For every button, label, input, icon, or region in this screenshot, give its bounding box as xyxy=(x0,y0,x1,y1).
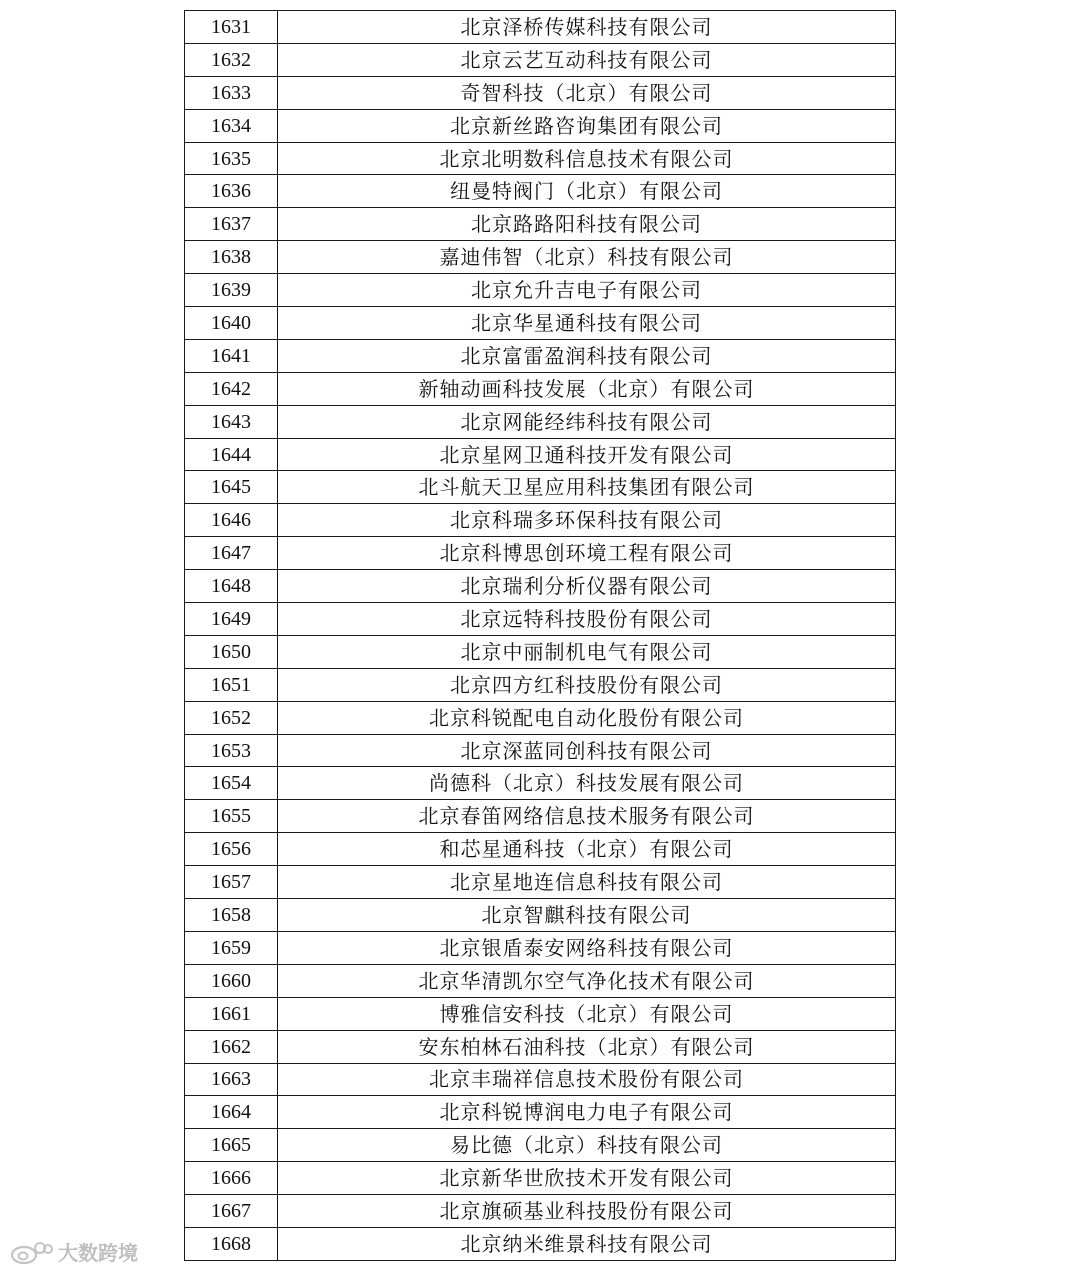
row-number-cell: 1650 xyxy=(185,635,278,668)
company-name-cell: 北京北明数科信息技术有限公司 xyxy=(278,142,896,175)
table-row xyxy=(185,1129,896,1162)
company-name-cell: 北京华清凯尔空气净化技术有限公司 xyxy=(278,964,896,997)
table-row xyxy=(185,997,896,1030)
table-row xyxy=(185,767,896,800)
table-body xyxy=(185,11,896,1261)
table-row xyxy=(185,570,896,603)
row-number-cell: 1633 xyxy=(185,76,278,109)
row-number-cell: 1644 xyxy=(185,438,278,471)
table-row xyxy=(185,1063,896,1096)
table-row xyxy=(185,405,896,438)
row-number-cell: 1651 xyxy=(185,668,278,701)
row-number-cell: 1647 xyxy=(185,537,278,570)
company-name-cell: 北京允升吉电子有限公司 xyxy=(278,274,896,307)
row-number-cell: 1654 xyxy=(185,767,278,800)
table-row xyxy=(185,11,896,44)
company-name-cell: 尚德科（北京）科技发展有限公司 xyxy=(278,767,896,800)
row-number-cell: 1640 xyxy=(185,307,278,340)
table-row xyxy=(185,603,896,636)
company-name-cell: 安东柏林石油科技（北京）有限公司 xyxy=(278,1030,896,1063)
table-row xyxy=(185,1096,896,1129)
table-row xyxy=(185,668,896,701)
company-name-cell: 北京旗硕基业科技股份有限公司 xyxy=(278,1195,896,1228)
row-number-cell: 1646 xyxy=(185,504,278,537)
row-number-cell: 1642 xyxy=(185,372,278,405)
table-row xyxy=(185,109,896,142)
row-number-cell: 1648 xyxy=(185,570,278,603)
row-number-cell: 1636 xyxy=(185,175,278,208)
row-number-cell: 1652 xyxy=(185,701,278,734)
table-row xyxy=(185,76,896,109)
row-number-cell: 1665 xyxy=(185,1129,278,1162)
row-number-cell: 1663 xyxy=(185,1063,278,1096)
table-row xyxy=(185,866,896,899)
row-number-cell: 1645 xyxy=(185,471,278,504)
company-name-cell: 新轴动画科技发展（北京）有限公司 xyxy=(278,372,896,405)
table-row xyxy=(185,833,896,866)
table-row xyxy=(185,274,896,307)
table-row xyxy=(185,964,896,997)
row-number-cell: 1643 xyxy=(185,405,278,438)
company-name-cell: 北京中丽制机电气有限公司 xyxy=(278,635,896,668)
table-row xyxy=(185,1030,896,1063)
watermark xyxy=(10,1237,138,1266)
row-number-cell: 1664 xyxy=(185,1096,278,1129)
row-number-cell: 1668 xyxy=(185,1227,278,1260)
weibo-logo-icon xyxy=(10,1239,54,1265)
company-name-cell: 北京科瑞多环保科技有限公司 xyxy=(278,504,896,537)
table-row xyxy=(185,537,896,570)
company-name-cell: 北京深蓝同创科技有限公司 xyxy=(278,734,896,767)
company-name-cell: 嘉迪伟智（北京）科技有限公司 xyxy=(278,241,896,274)
company-name-cell: 北京路路阳科技有限公司 xyxy=(278,208,896,241)
table-row xyxy=(185,931,896,964)
row-number-cell: 1661 xyxy=(185,997,278,1030)
row-number-cell: 1666 xyxy=(185,1162,278,1195)
company-name-cell: 北京科锐配电自动化股份有限公司 xyxy=(278,701,896,734)
row-number-cell: 1649 xyxy=(185,603,278,636)
company-name-cell: 北京科锐博润电力电子有限公司 xyxy=(278,1096,896,1129)
row-number-cell: 1653 xyxy=(185,734,278,767)
row-number-cell: 1641 xyxy=(185,339,278,372)
company-name-cell: 北京星地连信息科技有限公司 xyxy=(278,866,896,899)
company-name-cell: 北京科博思创环境工程有限公司 xyxy=(278,537,896,570)
row-number-cell: 1657 xyxy=(185,866,278,899)
row-number-cell: 1656 xyxy=(185,833,278,866)
company-name-cell: 纽曼特阀门（北京）有限公司 xyxy=(278,175,896,208)
table-row xyxy=(185,438,896,471)
table-row xyxy=(185,208,896,241)
table-row xyxy=(185,1162,896,1195)
table-row xyxy=(185,175,896,208)
table-row xyxy=(185,635,896,668)
row-number-cell: 1659 xyxy=(185,931,278,964)
row-number-cell: 1634 xyxy=(185,109,278,142)
row-number-cell: 1638 xyxy=(185,241,278,274)
row-number-cell: 1660 xyxy=(185,964,278,997)
company-name-cell: 北京春笛网络信息技术服务有限公司 xyxy=(278,800,896,833)
table-row xyxy=(185,1195,896,1228)
company-name-cell: 北京四方红科技股份有限公司 xyxy=(278,668,896,701)
table-row xyxy=(185,372,896,405)
company-name-cell: 博雅信安科技（北京）有限公司 xyxy=(278,997,896,1030)
company-name-cell: 北京远特科技股份有限公司 xyxy=(278,603,896,636)
row-number-cell: 1667 xyxy=(185,1195,278,1228)
company-name-cell: 北京星网卫通科技开发有限公司 xyxy=(278,438,896,471)
company-name-cell: 北京新华世欣技术开发有限公司 xyxy=(278,1162,896,1195)
table-row xyxy=(185,800,896,833)
table-row xyxy=(185,899,896,932)
row-number-cell: 1637 xyxy=(185,208,278,241)
company-name-cell: 和芯星通科技（北京）有限公司 xyxy=(278,833,896,866)
company-name-cell: 北京纳米维景科技有限公司 xyxy=(278,1227,896,1260)
row-number-cell: 1635 xyxy=(185,142,278,175)
table-row xyxy=(185,504,896,537)
table-row xyxy=(185,339,896,372)
company-name-cell: 北京网能经纬科技有限公司 xyxy=(278,405,896,438)
row-number-cell: 1662 xyxy=(185,1030,278,1063)
company-name-cell: 北京富雷盈润科技有限公司 xyxy=(278,339,896,372)
company-name-cell: 北京新丝路咨询集团有限公司 xyxy=(278,109,896,142)
row-number-cell: 1639 xyxy=(185,274,278,307)
company-name-cell: 奇智科技（北京）有限公司 xyxy=(278,76,896,109)
table-row xyxy=(185,1227,896,1260)
company-name-cell: 北京泽桥传媒科技有限公司 xyxy=(278,11,896,44)
company-name-cell: 北京云艺互动科技有限公司 xyxy=(278,43,896,76)
company-list-table xyxy=(184,10,896,1261)
row-number-cell: 1658 xyxy=(185,899,278,932)
company-name-cell: 北京瑞利分析仪器有限公司 xyxy=(278,570,896,603)
table-row xyxy=(185,734,896,767)
company-name-cell: 北京华星通科技有限公司 xyxy=(278,307,896,340)
company-name-cell: 北斗航天卫星应用科技集团有限公司 xyxy=(278,471,896,504)
company-name-cell: 北京银盾泰安网络科技有限公司 xyxy=(278,931,896,964)
table-row xyxy=(185,241,896,274)
watermark-text: 大数跨境 xyxy=(58,1241,138,1265)
company-name-cell: 北京丰瑞祥信息技术股份有限公司 xyxy=(278,1063,896,1096)
company-name-cell: 北京智麒科技有限公司 xyxy=(278,899,896,932)
table-row xyxy=(185,307,896,340)
row-number-cell: 1631 xyxy=(185,11,278,44)
company-list-table-wrapper xyxy=(184,10,896,1261)
row-number-cell: 1632 xyxy=(185,43,278,76)
table-row xyxy=(185,142,896,175)
table-row xyxy=(185,471,896,504)
company-name-cell: 易比德（北京）科技有限公司 xyxy=(278,1129,896,1162)
row-number-cell: 1655 xyxy=(185,800,278,833)
table-row xyxy=(185,701,896,734)
table-row xyxy=(185,43,896,76)
